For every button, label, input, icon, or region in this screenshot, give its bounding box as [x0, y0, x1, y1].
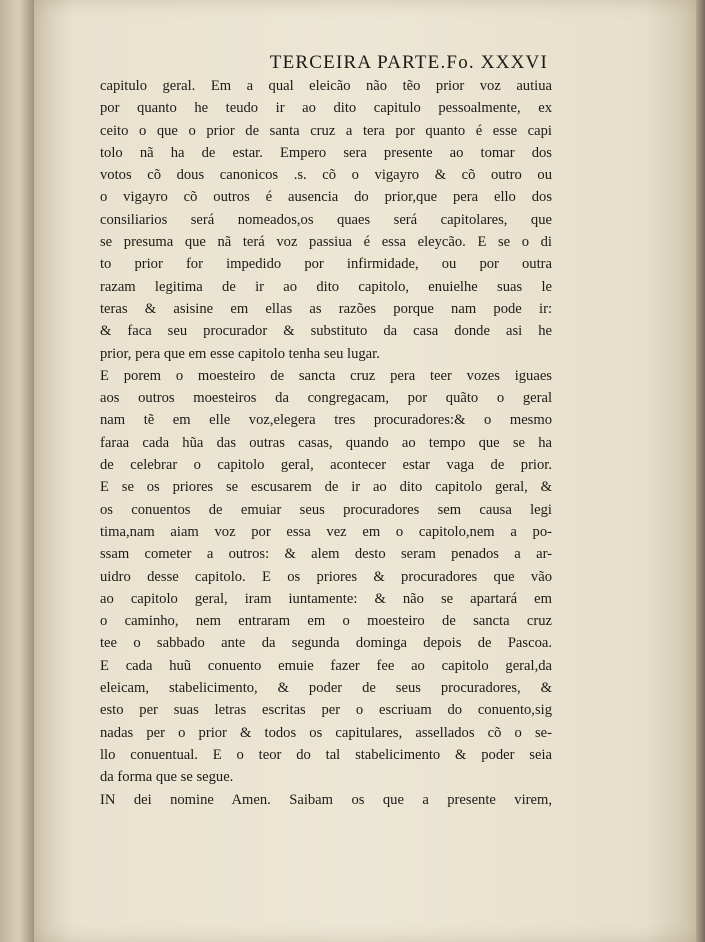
text-line: llo conuentual. E o teor do tal stabelicimento & poder seia: [100, 746, 552, 763]
text-line: votos cõ dous canonicos .s. cõ o vigayro & cõ outro ou: [100, 167, 552, 184]
previous-page-edge: [0, 0, 38, 942]
text-line: tee o sabbado ante da segunda dominga depois de Pascoa.: [100, 635, 552, 652]
text-line: teras & asisine em ellas as razões porque nam pode ir:: [100, 300, 552, 317]
text-line: razam legitima de ir ao dito capitolo, enuielhe suas le: [100, 278, 552, 295]
text-line: faraa cada hũa das outras casas, quando ao tempo que se ha: [100, 434, 552, 451]
text-line: os conuentos de emuiar seus procuradores sem causa legi: [100, 501, 552, 518]
text-line: E porem o moesteiro de sancta cruz pera teer vozes iguaes: [100, 367, 552, 384]
text-line: esto per suas letras escritas per o escriuam do conuento,sig: [100, 702, 552, 719]
text-line: nam tẽ em elle voz,elegera tres procuradores:& o mesmo: [100, 412, 552, 429]
text-line: IN dei nomine Amen. Saibam os que a presente virem,: [100, 791, 552, 808]
text-line: consiliarios será nomeados,os quaes será capitolares, que: [100, 211, 552, 228]
text-line: ceito o que o prior de santa cruz a tera por quanto é esse capi: [100, 122, 552, 139]
text-line: nadas per o prior & todos os capitulares, assellados cõ o se-: [100, 724, 552, 741]
text-line: o vigayro cõ outros é ausencia do prior,que pera ello dos: [100, 189, 552, 206]
body-text: [100, 75, 552, 811]
text-line: tima,nam aiam voz por essa vez em o capitolo,nem a po-: [100, 523, 552, 540]
text-line: tolo nã ha de estar. Empero sera presente ao tomar dos: [100, 144, 552, 161]
text-line: prior, pera que em esse capitolo tenha seu lugar.: [100, 345, 380, 362]
text-line: se presuma que nã terá voz passiua é essa eleycão. E se o di: [100, 234, 552, 251]
text-line: capitulo geral. Em a qual eleicão não tẽo prior voz autiua: [100, 78, 552, 94]
text-line: ao capitolo geral, iram iuntamente: & não se apartará em: [100, 590, 552, 607]
text-line: E se os priores se escusarem de ir ao dito capitolo geral, &: [100, 479, 552, 496]
text-line: E cada huũ conuento emuie fazer fee ao capitolo geral,da: [100, 657, 552, 674]
text-line: por quanto he teudo ir ao dito capitulo pessoalmente, ex: [100, 100, 552, 117]
text-line: eleicam, stabelicimento, & poder de seus procuradores, &: [100, 680, 552, 697]
text-line: da forma que se segue.: [100, 769, 234, 786]
text-line: uidro desse capitolo. E os priores & procuradores que vão: [100, 568, 552, 585]
text-line: de celebrar o capitolo geral, acontecer estar vaga de prior.: [100, 457, 552, 474]
text-line: & faca seu procurador & substituto da casa donde asi he: [100, 323, 552, 340]
text-line: ssam cometer a outros: & alem desto seram penados a ar-: [100, 546, 552, 563]
text-line: o caminho, nem entraram em o moesteiro de sancta cruz: [100, 613, 552, 630]
page-right-edge: [696, 0, 705, 942]
text-line: to prior for impedido por infirmidade, ou por outra: [100, 256, 552, 273]
text-line: aos outros moesteiros da congregacam, por quãto o geral: [100, 390, 552, 407]
running-head: TERCEIRA PARTE.Fo. XXXVI: [269, 52, 548, 73]
